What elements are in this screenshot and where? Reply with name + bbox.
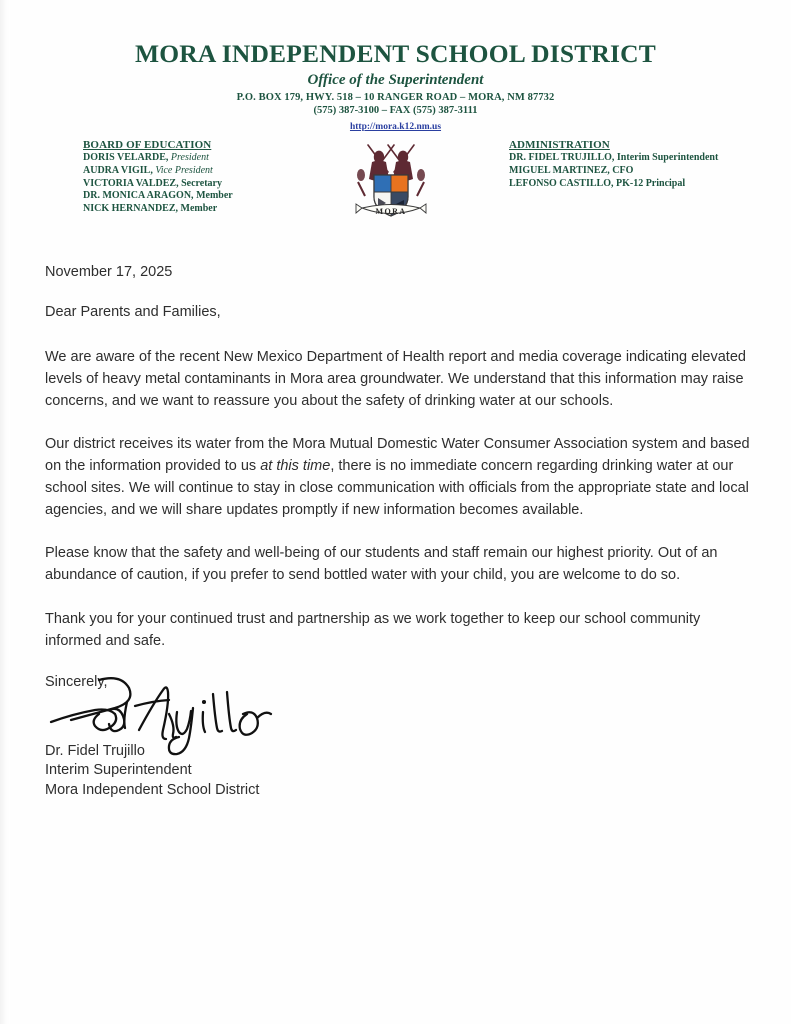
- staff-role: CFO: [612, 164, 634, 176]
- board-member-role: Secretary: [181, 177, 222, 189]
- letter-paragraph-3: Please know that the safety and well-being of our students and staff remain our highest priority. Out of an abundance of caution, if you prefer to send bottled water with your child, you are welcome to do so.: [45, 545, 718, 583]
- administration-column: [509, 139, 718, 190]
- letter-body: [45, 264, 750, 800]
- administration-heading: ADMINISTRATION: [509, 139, 610, 151]
- staff-role: Interim Superintendent: [616, 152, 719, 163]
- district-name: MORA INDEPENDENT SCHOOL DISTRICT: [135, 39, 656, 68]
- staff-name: MIGUEL MARTINEZ,: [509, 164, 610, 176]
- paragraph-2-text-start: Our district receives its water from the Mora Mutual Domestic Water Consumer Association system and based on the information provided to us: [45, 436, 750, 474]
- signer-name: Dr. Fidel Trujillo: [45, 743, 145, 760]
- board-member-role: Member: [180, 203, 218, 215]
- board-member: [83, 178, 233, 191]
- letter-closing: Sincerely,: [45, 674, 108, 691]
- board-member: [83, 203, 233, 216]
- staff-name: LEFONSO CASTILLO,: [509, 177, 614, 189]
- letter-date: November 17, 2025: [45, 264, 173, 280]
- signer-organization: Mora Independent School District: [45, 781, 260, 798]
- board-member-role: President: [170, 152, 209, 163]
- paragraph-2-emphasis: at this time: [260, 458, 331, 474]
- letter-paragraph-1: We are aware of the recent New Mexico Department of Health report and media coverage indicating elevated levels of heavy metal contaminants in Mora area groundwater. We understand that this information may raise concerns, and we want to reassure you about the safety of drinking water at our schools.: [45, 349, 746, 409]
- letterhead: [0, 40, 791, 134]
- letter-paragraph-4: Thank you for your continued trust and partnership as we work together to keep our school community informed and safe.: [45, 610, 701, 649]
- board-member: [83, 152, 233, 165]
- administration-staff: [509, 178, 718, 191]
- letter-paragraph-2: [45, 434, 750, 521]
- board-member-name: DR. MONICA ARAGON,: [83, 190, 194, 202]
- staff-role: PK-12 Principal: [615, 177, 686, 189]
- board-of-education-column: [83, 139, 233, 216]
- signer-title: Interim Superintendent: [45, 762, 192, 779]
- administration-staff: [509, 152, 718, 165]
- board-member: [83, 165, 233, 178]
- board-heading: BOARD OF EDUCATION: [83, 139, 212, 151]
- scan-edge: [0, 0, 10, 1024]
- board-member-role: Member: [196, 190, 233, 202]
- mailing-address: P.O. BOX 179, HWY. 518 – 10 RANGER ROAD – MORA, NM 87732: [236, 92, 555, 104]
- letter-salutation: Dear Parents and Families,: [45, 304, 221, 320]
- seal-banner-text: MORA: [375, 207, 407, 216]
- board-member: [83, 190, 233, 203]
- phone-fax: (575) 387-3100 – FAX (575) 387-3111: [313, 105, 478, 117]
- board-member-name: VICTORIA VALDEZ,: [83, 177, 179, 189]
- signature-area: [47, 680, 750, 742]
- district-seal-icon: [348, 142, 434, 224]
- paragraph-2-text-end: , there is no immediate concern regarding drinking water at our school sites. We will continue to stay in close communication with officials from the appropriate state and local agencies, and we will share updates promptly if new information becomes available.: [45, 458, 749, 518]
- board-member-name: NICK HERNANDEZ,: [83, 203, 179, 215]
- administration-staff: [509, 165, 718, 178]
- board-member-role: Vice President: [155, 164, 213, 176]
- board-member-name: AUDRA VIGIL,: [83, 164, 153, 176]
- website-link[interactable]: http://mora.k12.nm.us: [349, 122, 442, 133]
- staff-name: DR. FIDEL TRUJILLO,: [509, 152, 615, 163]
- office-subtitle: Office of the Superintendent: [307, 72, 484, 89]
- board-member-name: DORIS VELARDE,: [83, 152, 169, 163]
- handwritten-signature: [47, 672, 277, 757]
